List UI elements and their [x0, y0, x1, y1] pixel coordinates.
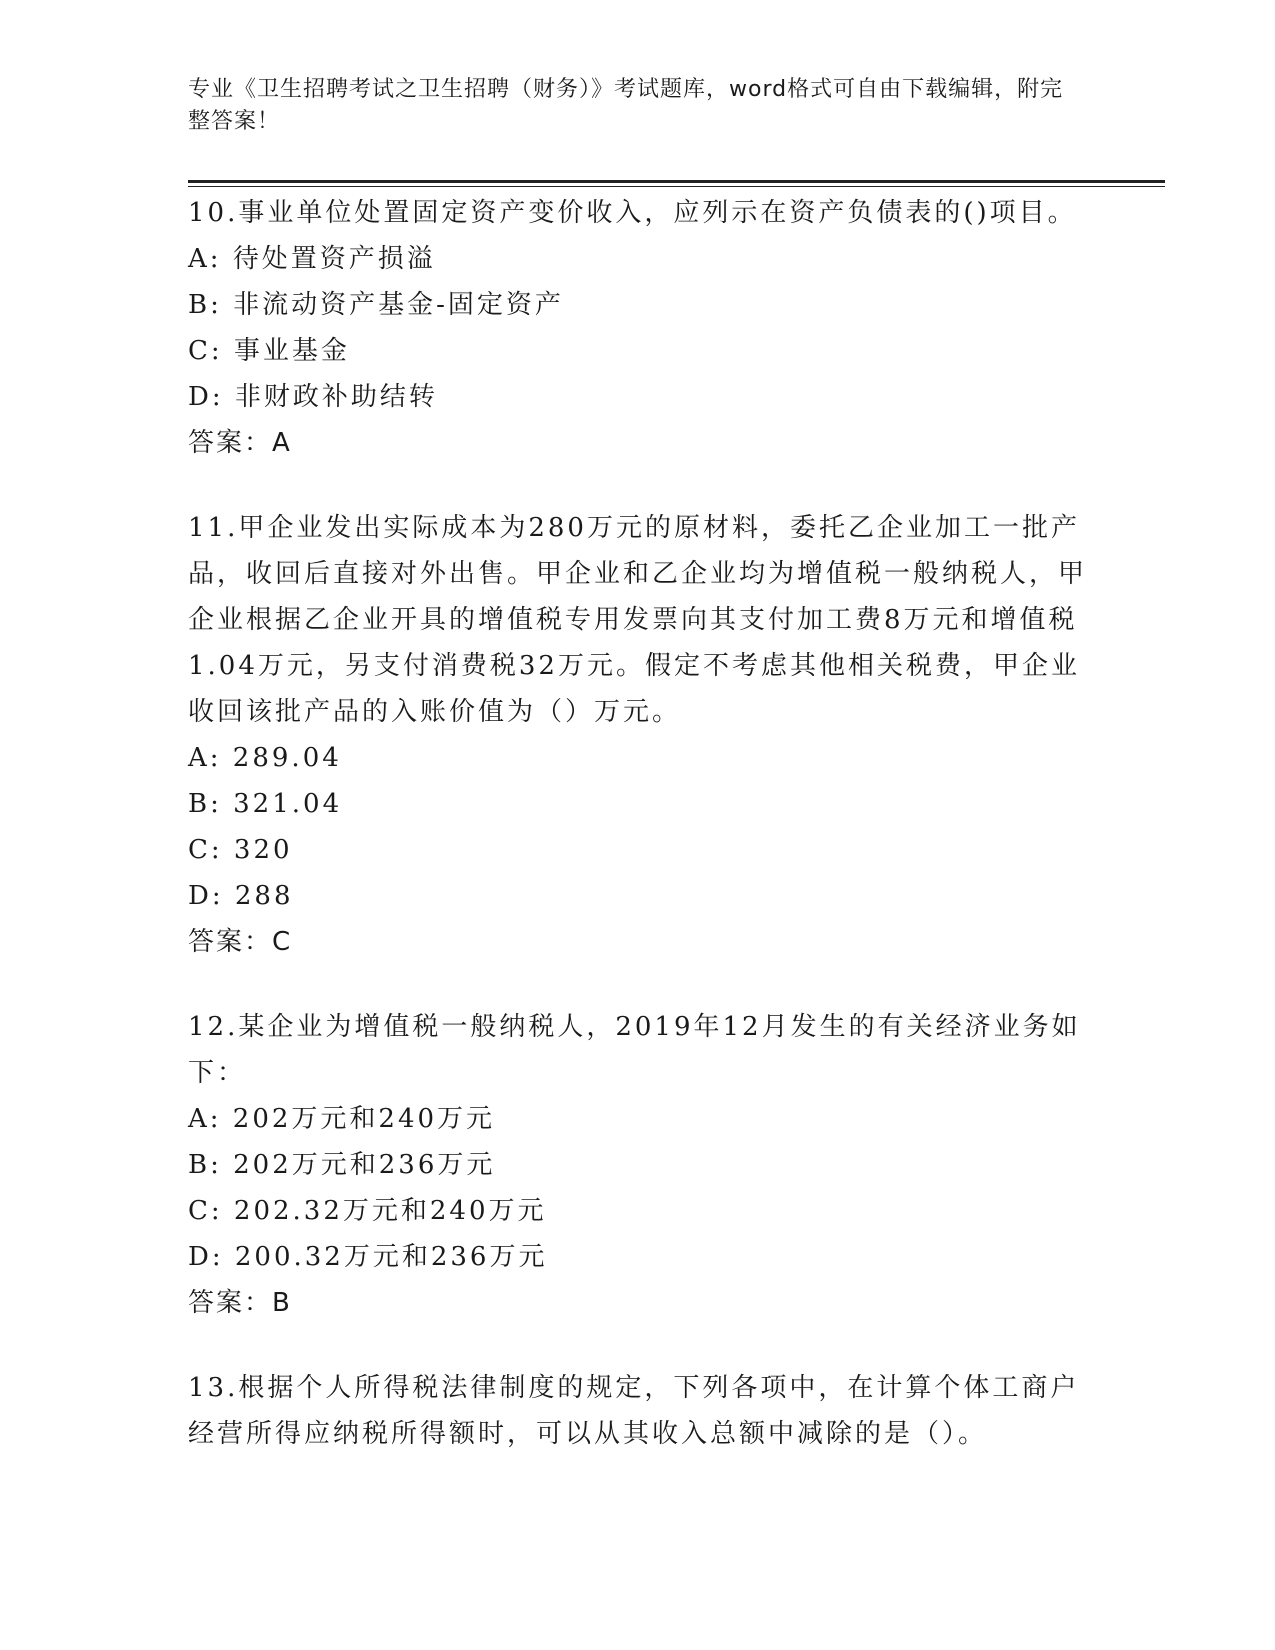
header-divider-thin [188, 186, 1165, 187]
answer-line: 答案：C [188, 927, 293, 957]
option-b: B: 非流动资产基金-固定资产 [188, 290, 564, 320]
option-a: A: 289.04 [188, 743, 342, 773]
option-a: A: 202万元和240万元 [188, 1104, 496, 1134]
question-13 [188, 1365, 1088, 1457]
question-12 [188, 1004, 1088, 1326]
question-text: 11.甲企业发出实际成本为280万元的原材料，委托乙企业加工一批产品，收回后直接对外出售。甲企业和乙企业均为增值税一般纳税人，甲企业根据乙企业开具的增值税专用发票向其支付加工费8万元和增值税1.04万元，另支付消费税32万元。假定不考虑其他相关税费，甲企业收回该批产品的入账价值为（）万元。 [188, 513, 1088, 727]
option-d: D: 200.32万元和236万元 [188, 1242, 548, 1272]
option-b: B: 202万元和236万元 [188, 1150, 496, 1180]
question-10 [188, 190, 1088, 466]
option-d: D: 非财政补助结转 [188, 382, 438, 412]
option-d: D: 288 [188, 881, 294, 911]
answer-line: 答案：B [188, 1288, 292, 1318]
question-11 [188, 505, 1088, 965]
question-list [188, 190, 1088, 1496]
header-divider-thick [188, 180, 1165, 183]
answer-line: 答案：A [188, 428, 292, 458]
document-header: 专业《卫生招聘考试之卫生招聘（财务）》考试题库，word格式可自由下载编辑，附完整答案！ [188, 77, 1064, 134]
option-b: B: 321.04 [188, 789, 343, 819]
option-c: C: 事业基金 [188, 336, 350, 366]
question-text: 13.根据个人所得税法律制度的规定，下列各项中，在计算个体工商户经营所得应纳税所得额时，可以从其收入总额中减除的是（）。 [188, 1373, 1080, 1449]
question-text: 10.事业单位处置固定资产变价收入，应列示在资产负债表的()项目。 [188, 198, 1077, 228]
question-text: 12.某企业为增值税一般纳税人，2019年12月发生的有关经济业务如下： [188, 1012, 1081, 1088]
option-c: C: 320 [188, 835, 293, 865]
option-c: C: 202.32万元和240万元 [188, 1196, 547, 1226]
option-a: A: 待处置资产损溢 [188, 244, 436, 274]
